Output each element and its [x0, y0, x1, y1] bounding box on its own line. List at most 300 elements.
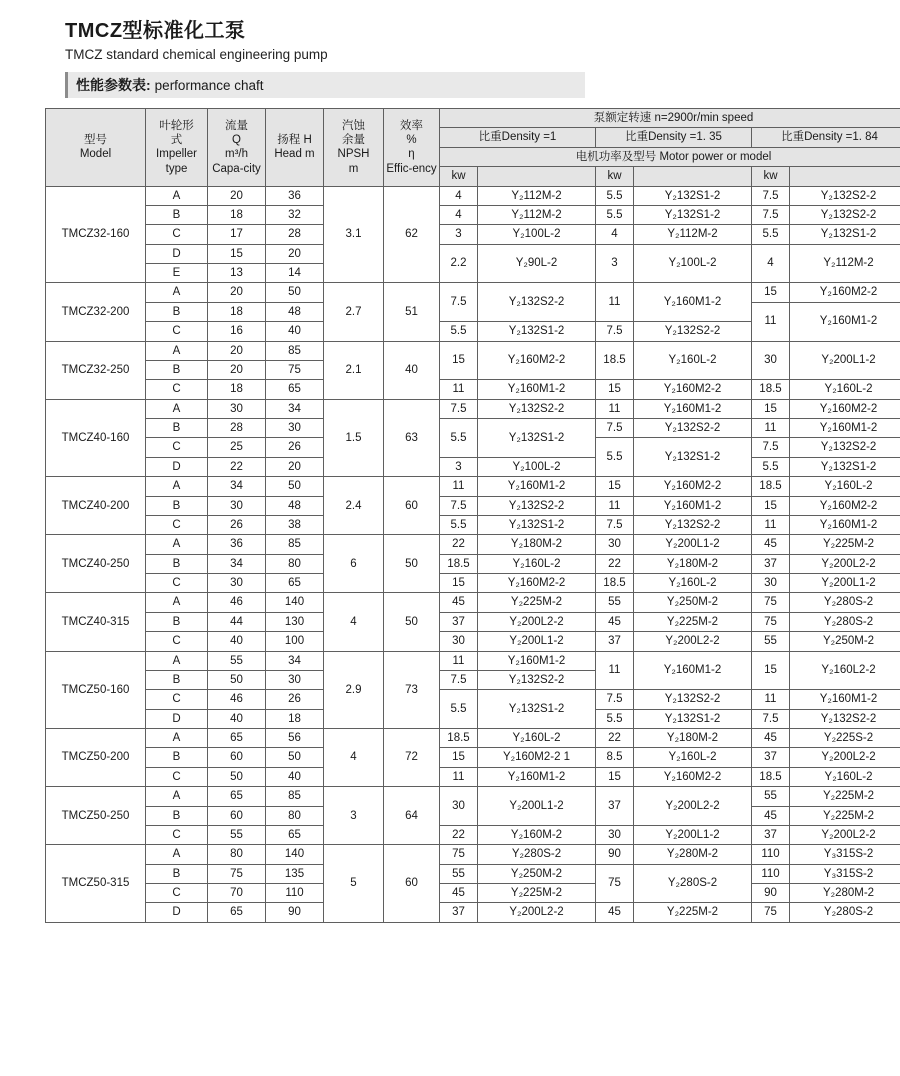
cell-imp: B [146, 806, 208, 825]
header-eff-l2: % [406, 133, 417, 146]
cell-motor-kw: 11 [596, 496, 634, 515]
header-density-184: 比重Density =1. 84 [752, 128, 900, 147]
cell-h: 14 [266, 264, 324, 283]
cell-motor-model: Y₂200L2-2 [478, 903, 596, 922]
cell-motor-model: Y₂160L-2 [790, 767, 900, 786]
cell-model: TMCZ40-160 [46, 399, 146, 477]
cell-h: 100 [266, 632, 324, 651]
cell-h: 48 [266, 302, 324, 321]
cell-imp: A [146, 341, 208, 360]
cell-motor-kw: 30 [596, 825, 634, 844]
cell-motor-kw: 37 [752, 748, 790, 767]
header-impeller [146, 109, 208, 187]
table-row [46, 612, 900, 631]
cell-motor-kw: 18.5 [440, 554, 478, 573]
cell-motor-model: Y₂160M1-2 [634, 399, 752, 418]
cell-motor-kw: 30 [596, 535, 634, 554]
cell-h: 65 [266, 380, 324, 399]
performance-table [45, 108, 900, 923]
cell-motor-model: Y₂250M-2 [478, 864, 596, 883]
header-model-en: Model [79, 148, 112, 161]
header-flow-l2: Q [232, 133, 241, 146]
cell-q: 22 [208, 457, 266, 476]
cell-motor-kw: 15 [440, 748, 478, 767]
cell-h: 130 [266, 612, 324, 631]
cell-motor-kw: 5.5 [752, 457, 790, 476]
table-row [46, 651, 900, 670]
cell-motor-model: Y₂100L-2 [478, 457, 596, 476]
header-speed: 泵额定转速 n=2900r/min speed [440, 109, 900, 128]
cell-motor-model: Y₂180M-2 [634, 554, 752, 573]
cell-model: TMCZ32-200 [46, 283, 146, 341]
cell-motor-model: Y₂132S1-2 [634, 709, 752, 728]
cell-npsh: 1.5 [324, 399, 384, 477]
cell-motor-kw: 4 [752, 244, 790, 283]
cell-npsh: 2.7 [324, 283, 384, 341]
cell-motor-kw: 3 [596, 244, 634, 283]
header-flow-l4: Capa-city [212, 162, 261, 175]
cell-npsh: 6 [324, 535, 384, 593]
cell-imp: A [146, 399, 208, 418]
cell-motor-kw: 5.5 [440, 515, 478, 534]
cell-motor-kw: 4 [440, 205, 478, 224]
cell-motor-kw: 55 [440, 864, 478, 883]
cell-q: 50 [208, 767, 266, 786]
table-row [46, 787, 900, 806]
header-head [266, 109, 324, 187]
cell-motor-model: Y₂160M2-2 [478, 341, 596, 380]
cell-npsh: 5 [324, 845, 384, 923]
cell-q: 60 [208, 748, 266, 767]
cell-motor-kw: 90 [752, 884, 790, 903]
cell-q: 18 [208, 302, 266, 321]
cell-imp: C [146, 632, 208, 651]
cell-motor-model: Y₂160M2-2 1 [478, 748, 596, 767]
cell-h: 34 [266, 651, 324, 670]
cell-motor-kw: 30 [440, 632, 478, 651]
cell-model: TMCZ32-160 [46, 186, 146, 283]
cell-motor-kw: 7.5 [752, 709, 790, 728]
cell-motor-kw: 11 [440, 651, 478, 670]
cell-motor-kw: 55 [596, 593, 634, 612]
cell-h: 30 [266, 419, 324, 438]
cell-h: 50 [266, 477, 324, 496]
cell-motor-model: Y₂160M2-2 [478, 574, 596, 593]
cell-motor-kw: 15 [440, 574, 478, 593]
cell-motor-kw: 18.5 [752, 477, 790, 496]
header-kw-1: kw [440, 167, 478, 186]
cell-q: 34 [208, 554, 266, 573]
cell-motor-model: Y₂160M2-2 [634, 767, 752, 786]
cell-motor-model: Y₂160L-2 [478, 729, 596, 748]
cell-motor-model: Y₂132S2-2 [790, 709, 900, 728]
cell-motor-model: Y₂160M1-2 [790, 419, 900, 438]
cell-motor-model: Y₂132S2-2 [790, 205, 900, 224]
cell-motor-kw: 15 [752, 399, 790, 418]
cell-motor-kw: 5.5 [596, 186, 634, 205]
cell-motor-model: Y₂132S2-2 [634, 322, 752, 341]
header-head-l1: 扬程 H [277, 133, 312, 146]
cell-motor-model: Y₂280S-2 [790, 593, 900, 612]
cell-q: 80 [208, 845, 266, 864]
cell-h: 90 [266, 903, 324, 922]
cell-q: 46 [208, 690, 266, 709]
cell-imp: C [146, 380, 208, 399]
table-row [46, 884, 900, 903]
table-row [46, 225, 900, 244]
cell-motor-kw: 37 [596, 787, 634, 826]
cell-motor-model: Y₂280S-2 [478, 845, 596, 864]
cell-q: 55 [208, 825, 266, 844]
table-row [46, 632, 900, 651]
cell-motor-model: Y₂180M-2 [478, 535, 596, 554]
cell-motor-kw: 55 [752, 632, 790, 651]
table-row [46, 729, 900, 748]
cell-motor-model: Y₂280S-2 [790, 612, 900, 631]
cell-motor-model: Y₂225S-2 [790, 729, 900, 748]
cell-motor-model: Y₂200L2-2 [790, 825, 900, 844]
header-model [46, 109, 146, 187]
cell-motor-model: Y₂160M1-2 [478, 380, 596, 399]
cell-efficiency: 60 [384, 845, 440, 923]
header-kw-2: kw [596, 167, 634, 186]
cell-motor-kw: 75 [752, 903, 790, 922]
cell-motor-model: Y₂132S1-2 [634, 438, 752, 477]
cell-motor-model: Y₂132S1-2 [790, 457, 900, 476]
cell-q: 13 [208, 264, 266, 283]
cell-imp: C [146, 767, 208, 786]
table-row [46, 864, 900, 883]
cell-motor-model: Y₂200L1-2 [634, 825, 752, 844]
header-impeller-l4: type [165, 162, 188, 175]
cell-imp: C [146, 825, 208, 844]
cell-motor-model: Y₂200L1-2 [790, 341, 900, 380]
cell-imp: B [146, 302, 208, 321]
cell-h: 30 [266, 670, 324, 689]
cell-motor-model: Y₂160L-2 [634, 574, 752, 593]
table-row [46, 535, 900, 554]
cell-imp: A [146, 283, 208, 302]
header-head-l2: Head m [274, 148, 315, 161]
cell-imp: C [146, 322, 208, 341]
cell-q: 65 [208, 787, 266, 806]
cell-h: 85 [266, 787, 324, 806]
cell-motor-model: Y₂200L2-2 [478, 612, 596, 631]
cell-motor-model: Y₂112M-2 [478, 205, 596, 224]
cell-motor-model: Y₂132S1-2 [478, 419, 596, 458]
cell-motor-model: Y₂132S2-2 [478, 399, 596, 418]
cell-motor-kw: 5.5 [440, 690, 478, 729]
cell-q: 46 [208, 593, 266, 612]
header-model-3 [790, 167, 900, 186]
cell-efficiency: 72 [384, 729, 440, 787]
cell-motor-kw: 45 [596, 612, 634, 631]
cell-motor-kw: 22 [596, 729, 634, 748]
table-row [46, 496, 900, 515]
cell-imp: D [146, 244, 208, 263]
cell-q: 65 [208, 903, 266, 922]
section-title-cn: 性能参数表: [76, 77, 151, 93]
cell-h: 40 [266, 767, 324, 786]
cell-motor-kw: 15 [596, 380, 634, 399]
table-row [46, 341, 900, 360]
cell-motor-model: Y₂200L1-2 [634, 535, 752, 554]
cell-motor-model: Y₂160M2-2 [790, 399, 900, 418]
cell-motor-model: Y₂160M1-2 [790, 515, 900, 534]
table-row [46, 825, 900, 844]
page-title-cn: TMCZ型标准化工泵 [65, 20, 246, 42]
cell-q: 30 [208, 574, 266, 593]
cell-motor-model: Y₂100L-2 [634, 244, 752, 283]
cell-h: 36 [266, 186, 324, 205]
cell-imp: C [146, 884, 208, 903]
cell-q: 20 [208, 341, 266, 360]
cell-npsh: 2.4 [324, 477, 384, 535]
cell-model: TMCZ50-200 [46, 729, 146, 787]
section-title-en: performance chaft [154, 77, 264, 93]
table-row [46, 767, 900, 786]
cell-motor-model: Y₂160L-2 [790, 477, 900, 496]
cell-motor-model: Y₂132S1-2 [478, 690, 596, 729]
cell-motor-kw: 7.5 [596, 515, 634, 534]
cell-motor-kw: 4 [596, 225, 634, 244]
cell-q: 70 [208, 884, 266, 903]
cell-motor-kw: 7.5 [440, 496, 478, 515]
cell-motor-kw: 11 [440, 767, 478, 786]
cell-efficiency: 50 [384, 593, 440, 651]
cell-motor-kw: 5.5 [596, 438, 634, 477]
header-flow-l3: m³/h [225, 148, 248, 161]
cell-motor-model: Y₂132S2-2 [478, 496, 596, 515]
cell-motor-model: Y₂200L2-2 [790, 554, 900, 573]
cell-npsh: 2.9 [324, 651, 384, 729]
cell-motor-kw: 11 [440, 477, 478, 496]
cell-efficiency: 62 [384, 186, 440, 283]
cell-motor-kw: 5.5 [440, 419, 478, 458]
cell-h: 50 [266, 748, 324, 767]
cell-motor-kw: 7.5 [752, 438, 790, 457]
header-eff-l3: η [408, 148, 415, 161]
cell-imp: C [146, 690, 208, 709]
cell-motor-kw: 18.5 [440, 729, 478, 748]
cell-motor-kw: 37 [752, 554, 790, 573]
header-npsh-l4: m [348, 162, 359, 175]
cell-h: 140 [266, 593, 324, 612]
section-header-bar [65, 72, 585, 98]
header-impeller-l2: 式 [170, 133, 183, 146]
cell-motor-kw: 37 [752, 825, 790, 844]
cell-motor-model: Y₂225M-2 [478, 593, 596, 612]
cell-imp: B [146, 419, 208, 438]
header-npsh-l2: 余量 [342, 133, 365, 146]
table-row [46, 399, 900, 418]
cell-motor-model: Y₂112M-2 [790, 244, 900, 283]
cell-motor-kw: 15 [596, 477, 634, 496]
cell-imp: D [146, 457, 208, 476]
cell-motor-kw: 18.5 [752, 380, 790, 399]
cell-motor-kw: 5.5 [596, 205, 634, 224]
cell-motor-kw: 11 [596, 651, 634, 690]
cell-motor-kw: 4 [440, 186, 478, 205]
cell-motor-kw: 37 [440, 612, 478, 631]
cell-motor-model: Y₂280M-2 [634, 845, 752, 864]
cell-motor-kw: 75 [440, 845, 478, 864]
cell-motor-kw: 110 [752, 845, 790, 864]
cell-motor-model: Y₂280S-2 [634, 864, 752, 903]
cell-h: 26 [266, 690, 324, 709]
cell-motor-model: Y₂90L-2 [478, 244, 596, 283]
header-npsh [324, 109, 384, 187]
cell-motor-model: Y₂160M2-2 [790, 283, 900, 302]
cell-motor-kw: 37 [596, 632, 634, 651]
cell-imp: B [146, 360, 208, 379]
cell-motor-model: Y₂132S2-2 [790, 438, 900, 457]
cell-motor-model: Y₂160M1-2 [790, 302, 900, 341]
table-row [46, 186, 900, 205]
cell-motor-model: Y₂160M1-2 [790, 690, 900, 709]
table-row [46, 515, 900, 534]
cell-motor-kw: 15 [752, 496, 790, 515]
table-row [46, 457, 900, 476]
page-title-en: TMCZ standard chemical engineering pump [65, 47, 328, 62]
header-model-cn: 型号 [84, 133, 107, 146]
header-model-2 [634, 167, 752, 186]
cell-npsh: 4 [324, 729, 384, 787]
cell-motor-kw: 30 [752, 341, 790, 380]
header-row-speed [46, 109, 900, 128]
cell-q: 75 [208, 864, 266, 883]
cell-motor-kw: 7.5 [596, 690, 634, 709]
cell-h: 85 [266, 535, 324, 554]
cell-imp: D [146, 709, 208, 728]
header-npsh-l3: NPSH [337, 148, 370, 161]
cell-motor-model: Y₂225M-2 [478, 884, 596, 903]
cell-motor-kw: 45 [752, 729, 790, 748]
cell-motor-kw: 15 [752, 651, 790, 690]
header-npsh-l1: 汽蚀 [342, 119, 365, 132]
header-eff-l1: 效率 [400, 119, 423, 132]
cell-imp: A [146, 845, 208, 864]
cell-motor-kw: 7.5 [440, 399, 478, 418]
cell-efficiency: 63 [384, 399, 440, 477]
header-flow [208, 109, 266, 187]
cell-h: 56 [266, 729, 324, 748]
cell-motor-model: Y₂132S2-2 [634, 419, 752, 438]
cell-npsh: 2.1 [324, 341, 384, 399]
cell-imp: A [146, 729, 208, 748]
cell-motor-kw: 37 [440, 903, 478, 922]
cell-h: 26 [266, 438, 324, 457]
cell-motor-model: Y₂132S2-2 [478, 283, 596, 322]
cell-imp: A [146, 787, 208, 806]
table-row [46, 574, 900, 593]
cell-imp: A [146, 593, 208, 612]
header-impeller-l1: 叶轮形 [159, 119, 194, 132]
cell-model: TMCZ50-160 [46, 651, 146, 729]
cell-imp: A [146, 186, 208, 205]
cell-motor-model: Y₂160M2-2 [634, 477, 752, 496]
cell-imp: B [146, 612, 208, 631]
cell-q: 20 [208, 186, 266, 205]
cell-h: 20 [266, 244, 324, 263]
cell-motor-kw: 15 [752, 283, 790, 302]
cell-motor-model: Y₂160L-2 [790, 380, 900, 399]
cell-efficiency: 50 [384, 535, 440, 593]
cell-motor-model: Y₂132S2-2 [790, 186, 900, 205]
header-density-1: 比重Density =1 [440, 128, 596, 147]
table-header [46, 109, 900, 187]
cell-q: 65 [208, 729, 266, 748]
cell-motor-kw: 22 [596, 554, 634, 573]
cell-model: TMCZ50-250 [46, 787, 146, 845]
cell-q: 40 [208, 709, 266, 728]
cell-h: 28 [266, 225, 324, 244]
cell-q: 20 [208, 283, 266, 302]
cell-motor-model: Y₂132S1-2 [634, 205, 752, 224]
cell-motor-model: Y₂132S2-2 [634, 515, 752, 534]
cell-motor-kw: 5.5 [752, 225, 790, 244]
cell-model: TMCZ40-315 [46, 593, 146, 651]
table-row [46, 205, 900, 224]
cell-model: TMCZ40-200 [46, 477, 146, 535]
cell-imp: D [146, 903, 208, 922]
cell-motor-model: Y₂160M-2 [478, 825, 596, 844]
header-density-135: 比重Density =1. 35 [596, 128, 752, 147]
cell-imp: A [146, 651, 208, 670]
cell-motor-kw: 22 [440, 535, 478, 554]
cell-motor-kw: 11 [752, 419, 790, 438]
cell-q: 25 [208, 438, 266, 457]
cell-motor-model: Y₂160M2-2 [634, 380, 752, 399]
cell-motor-model: Y₂225M-2 [790, 535, 900, 554]
cell-h: 135 [266, 864, 324, 883]
cell-imp: C [146, 438, 208, 457]
header-kw-3: kw [752, 167, 790, 186]
cell-motor-model: Y₂180M-2 [634, 729, 752, 748]
table-body [46, 186, 900, 922]
cell-motor-kw: 7.5 [440, 670, 478, 689]
cell-imp: E [146, 264, 208, 283]
cell-model: TMCZ50-315 [46, 845, 146, 923]
cell-motor-kw: 75 [752, 612, 790, 631]
cell-motor-kw: 15 [440, 341, 478, 380]
cell-motor-model: Y₂200L1-2 [790, 574, 900, 593]
cell-motor-model: Y₂160M1-2 [634, 496, 752, 515]
cell-h: 80 [266, 554, 324, 573]
cell-h: 48 [266, 496, 324, 515]
cell-motor-model: Y₂160M1-2 [478, 767, 596, 786]
table-row [46, 593, 900, 612]
cell-h: 140 [266, 845, 324, 864]
cell-motor-kw: 110 [752, 864, 790, 883]
cell-motor-model: Y₂160M1-2 [478, 477, 596, 496]
cell-h: 110 [266, 884, 324, 903]
cell-h: 65 [266, 574, 324, 593]
cell-q: 28 [208, 419, 266, 438]
cell-motor-model: Y₂100L-2 [478, 225, 596, 244]
cell-motor-kw: 5.5 [596, 709, 634, 728]
cell-q: 15 [208, 244, 266, 263]
cell-q: 44 [208, 612, 266, 631]
cell-q: 50 [208, 670, 266, 689]
header-flow-l1: 流量 [225, 119, 248, 132]
cell-h: 40 [266, 322, 324, 341]
cell-efficiency: 60 [384, 477, 440, 535]
header-eff-l4: Effic-ency [386, 162, 437, 175]
cell-npsh: 4 [324, 593, 384, 651]
table-row [46, 477, 900, 496]
cell-motor-kw: 18.5 [596, 341, 634, 380]
